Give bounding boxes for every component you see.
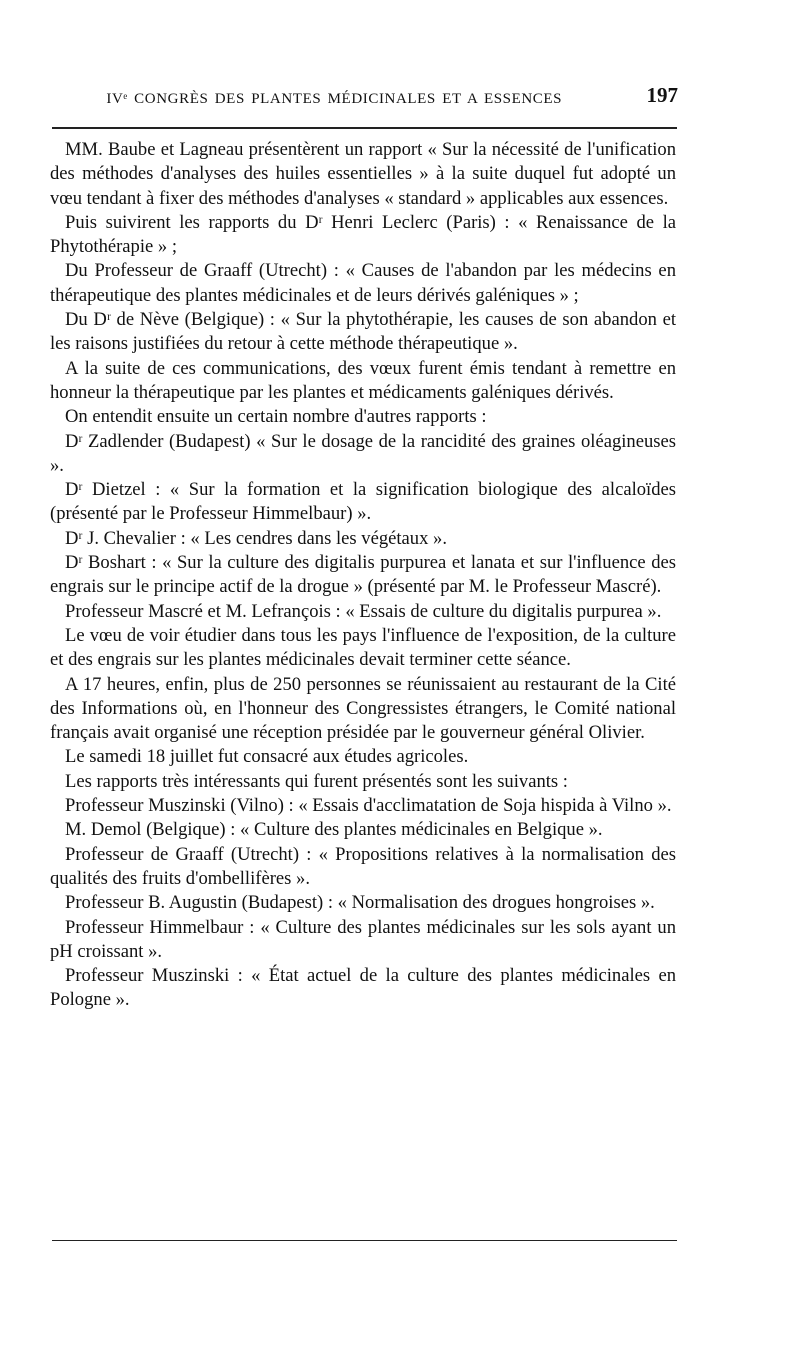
running-title: IVᵉ CONGRÈS DES PLANTES MÉDICINALES ET A ESSENCES xyxy=(106,91,563,107)
paragraph: Professeur B. Augustin (Budapest) : « Normalisation des drogues hongroises ». xyxy=(65,892,655,914)
paragraph: Professeur de Graaff (Utrecht) : « Propositions relatives à la normalisation des qualités des fruits d'ombellifères ». xyxy=(50,843,676,889)
paragraph: Professeur Himmelbaur : « Culture des plantes médicinales sur les sols ayant un pH croissant ». xyxy=(50,916,676,962)
body-text xyxy=(50,138,676,1013)
paragraph: Professeur Muszinski : « État actuel de la culture des plantes médicinales en Pologne ». xyxy=(50,965,676,1011)
paragraph: A 17 heures, enfin, plus de 250 personnes se réunissaient au restaurant de la Cité des Informations où, en l'honneur des Congressistes étrangers, le Comité national français avait organisé une réception présidée par le gouverneur général Olivier. xyxy=(50,673,676,744)
header-rule xyxy=(52,127,677,129)
paragraph: Dʳ J. Chevalier : « Les cendres dans les végétaux ». xyxy=(65,527,447,549)
paragraph: Le vœu de voir étudier dans tous les pays l'influence de l'exposition, de la culture et des engrais sur les plantes médicinales devait terminer cette séance. xyxy=(50,624,676,671)
paragraph: MM. Baube et Lagneau présentèrent un rapport « Sur la nécessité de l'unification des méthodes d'analyses des huiles essentielles » à la suite duquel fut adopté un vœu tendant à fixer des méthodes d'analyses « standard » applicables aux essences. xyxy=(50,139,676,209)
paragraph: Du Professeur de Graaff (Utrecht) : « Causes de l'abandon par les médecins en thérapeutique des plantes médicinales et de leurs dérivés galéniques » ; xyxy=(50,260,676,306)
paragraph: Dʳ Zadlender (Budapest) « Sur le dosage de la rancidité des graines oléagineuses ». xyxy=(50,430,676,476)
paragraph: Dʳ Boshart : « Sur la culture des digitalis purpurea et lanata et sur l'influence des engrais sur le principe actif de la drogue » (présenté par M. le Professeur Mascré). xyxy=(50,552,676,598)
paragraph: M. Demol (Belgique) : « Culture des plantes médicinales en Belgique ». xyxy=(65,819,603,841)
paragraph: Professeur Mascré et M. Lefrançois : « Essais de culture du digitalis purpurea ». xyxy=(65,600,662,622)
page-number: 197 xyxy=(646,83,678,107)
running-header xyxy=(50,80,678,108)
paragraph: Du Dʳ de Nève (Belgique) : « Sur la phytothérapie, les causes de son abandon et les raisons justifiées du retour à cette méthode thérapeutique ». xyxy=(50,309,676,355)
paragraph: On entendit ensuite un certain nombre d'autres rapports : xyxy=(65,406,487,428)
paragraph: Professeur Muszinski (Vilno) : « Essais d'acclimatation de Soja hispida à Vilno ». xyxy=(65,795,672,817)
paragraph: Puis suivirent les rapports du Dʳ Henri Leclerc (Paris) : « Renaissance de la Phytothérapie » ; xyxy=(50,211,676,258)
paragraph: Le samedi 18 juillet fut consacré aux études agricoles. xyxy=(65,746,469,768)
paragraph: A la suite de ces communications, des vœux furent émis tendant à remettre en honneur la thérapeutique par les plantes et médicaments galéniques dérivés. xyxy=(50,357,676,403)
footer-rule xyxy=(52,1240,677,1241)
paragraph: Les rapports très intéressants qui furent présentés sont les suivants : xyxy=(65,770,568,792)
paragraph: Dʳ Dietzel : « Sur la formation et la signification biologique des alcaloïdes (présenté par le Professeur Himmelbaur) ». xyxy=(50,479,676,525)
